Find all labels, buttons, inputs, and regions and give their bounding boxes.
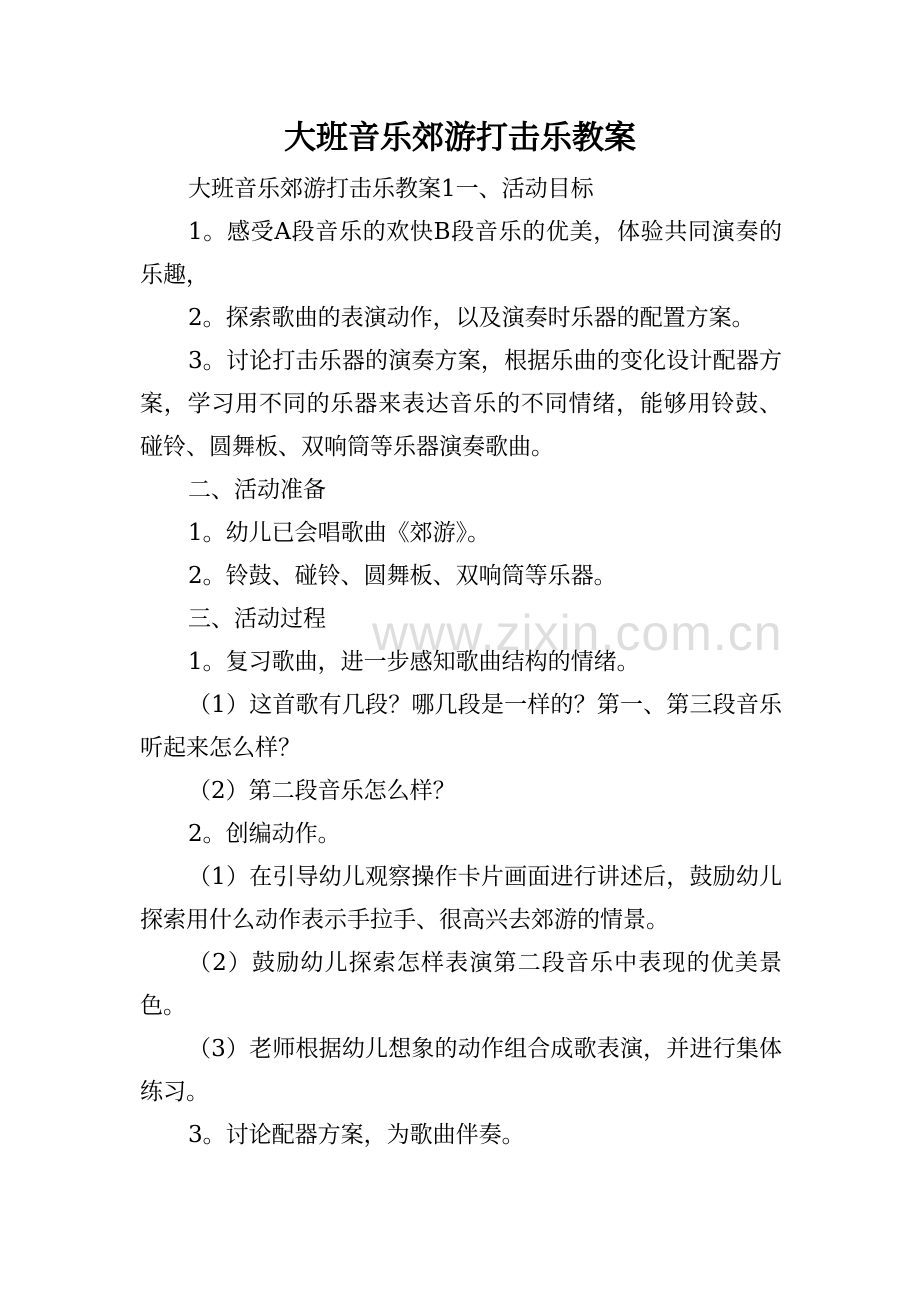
document-title: 大班音乐郊游打击乐教案 [283,118,636,156]
paragraph-10: （1）这首歌有几段？哪几段是一样的？第一、第三段音乐听起来怎么样？ [140,692,782,761]
paragraph-7: 2。铃鼓、碰铃、圆舞板、双响筒等乐器。 [188,563,617,589]
paragraph-14: （2）鼓励幼儿探索怎样表演第二段音乐中表现的优美景色。 [140,950,782,1019]
paragraph-3: 2。探索歌曲的表演动作，以及演奏时乐器的配置方案。 [188,305,755,331]
paragraph-1: 大班音乐郊游打击乐教案1一、活动目标 [188,176,594,202]
paragraph-15: （3）老师根据幼儿想象的动作组合成歌表演，并进行集体练习。 [140,1036,782,1105]
paragraph-4: 3。讨论打击乐器的演奏方案，根据乐曲的变化设计配器方案，学习用不同的乐器来表达音乐的不同情绪，能够用铃鼓、碰铃、圆舞板、双响筒等乐器演奏歌曲。 [140,348,782,460]
paragraph-9: 1。复习歌曲，进一步感知歌曲结构的情绪。 [188,649,640,675]
document-body [140,168,782,1157]
paragraph-11: （2）第二段音乐怎么样？ [188,778,456,804]
paragraph-16: 3。讨论配器方案，为歌曲伴奏。 [188,1122,525,1148]
paragraph-13: （1）在引导幼儿观察操作卡片画面进行讲述后，鼓励幼儿探索用什么动作表示手拉手、很高兴去郊游的情景。 [140,864,782,933]
watermark: www.zixin.com.cn [372,605,783,661]
paragraph-6: 1。幼儿已会唱歌曲《郊游》。 [188,520,491,546]
paragraph-2: 1。感受A段音乐的欢快B段音乐的优美，体验共同演奏的乐趣， [140,219,782,288]
paragraph-12: 2。创编动作。 [188,821,341,847]
paragraph-8: 三、活动过程 [188,606,326,632]
paragraph-5: 二、活动准备 [188,477,326,503]
